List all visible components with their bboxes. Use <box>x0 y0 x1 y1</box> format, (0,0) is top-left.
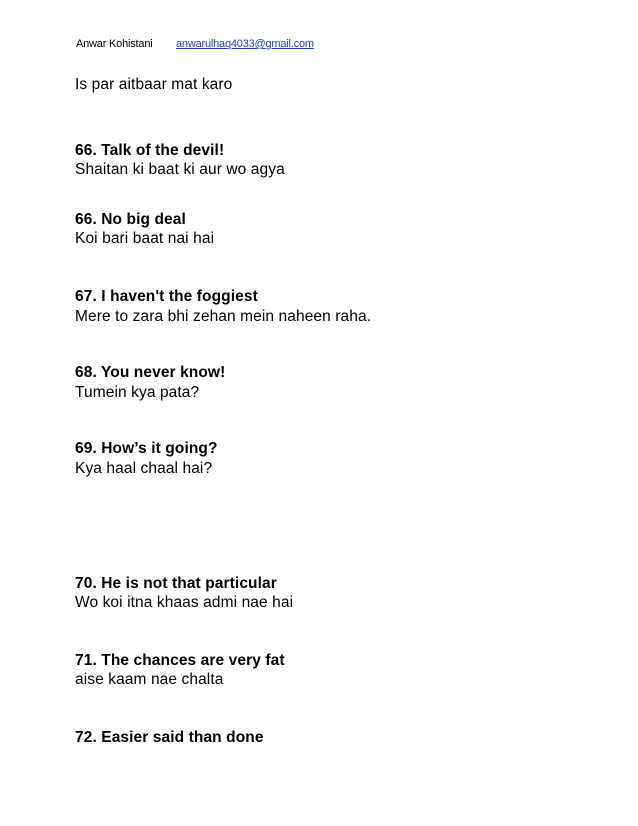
phrase-heading: 68. You never know! <box>75 364 226 381</box>
phrase-translation: Wo koi itna khaas admi nae hai <box>75 594 294 611</box>
phrase-translation: Mere to zara bhi zehan mein naheen raha. <box>75 308 372 325</box>
author-email-link[interactable]: anwarulhaq4033@gmail.com <box>176 38 314 50</box>
phrase-translation: Shaitan ki baat ki aur wo agya <box>75 161 285 178</box>
phrase-heading: 70. He is not that particular <box>75 575 277 592</box>
phrase-heading: 66. No big deal <box>75 211 186 228</box>
phrase-heading: 67. I haven't the foggiest <box>75 288 258 305</box>
page-header <box>76 38 314 50</box>
phrase-heading: 69. How’s it going? <box>75 440 218 457</box>
intro-translation: Is par aitbaar mat karo <box>75 76 233 93</box>
phrase-heading: 66. Talk of the devil! <box>75 142 225 159</box>
phrase-heading: 72. Easier said than done <box>75 729 264 746</box>
phrase-translation: aise kaam nae chalta <box>75 671 224 688</box>
phrase-translation: Tumein kya pata? <box>75 384 200 401</box>
phrase-translation: Kya haal chaal hai? <box>75 460 213 477</box>
phrase-translation: Koi bari baat nai hai <box>75 230 215 247</box>
author-name: Anwar Kohistani <box>76 38 153 50</box>
phrase-heading: 71. The chances are very fat <box>75 652 285 669</box>
